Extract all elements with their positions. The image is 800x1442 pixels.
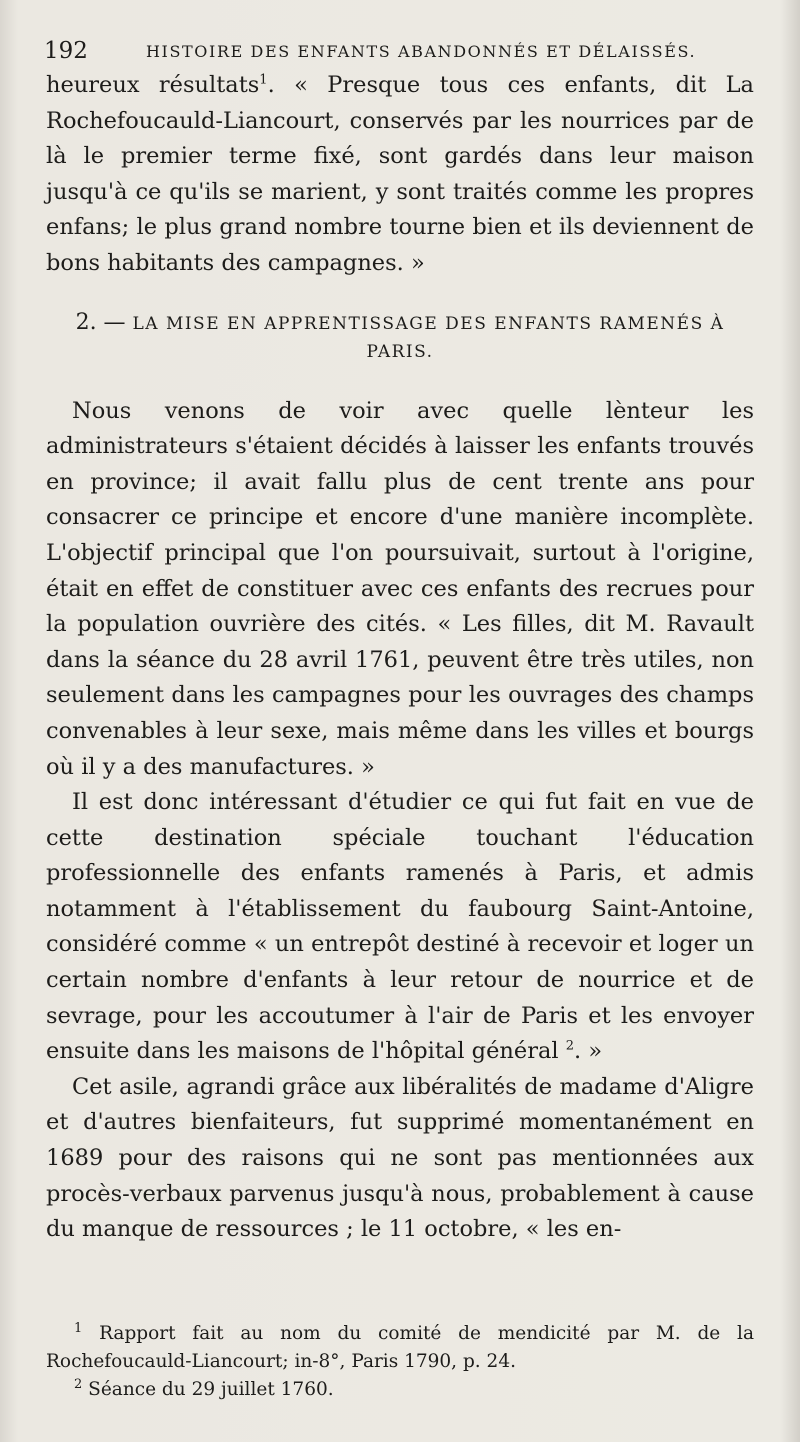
section-heading [46, 309, 754, 366]
footnote-mark: 1 [74, 1320, 83, 1336]
section-number: 2. — [75, 309, 126, 335]
footnote [46, 1376, 754, 1404]
paragraph-text: . « Presque tous ces enfants, dit La Rochefoucauld-Liancourt, conservés par les nourrices par de là le premier terme fixé, sont gardés dans leur maison jusqu'à ce qu'ils se marient, y sont traités comme les propres enfans; le plus grand nombre tourne bien et ils deviennent de bons habitants des campagnes. » [46, 72, 754, 276]
footnotes [46, 1320, 754, 1404]
running-head [44, 38, 744, 68]
paragraph [46, 785, 754, 1070]
paragraph-text: . » [574, 1038, 603, 1065]
paragraph-text: Il est donc intéressant d'étudier ce qui fut fait en vue de cette destination spéciale touchant l'éducation professionnelle des enfants ramenés à Paris, et admis notamment à l'établissement du faubourg Saint-Antoine, considéré comme « un entrepôt destiné à recevoir et loger un certain nombre d'enfants à leur retour de nourrice et de sevrage, pour les accoutumer à l'air de Paris et les envoyer ensuite dans les maisons de l'hôpital général [46, 789, 754, 1065]
paragraph-continued [46, 68, 754, 282]
running-title: HISTOIRE DES ENFANTS ABANDONNÉS ET DÉLAISSÉS. [146, 42, 697, 61]
paragraph: Nous venons de voir avec quelle lènteur les administrateurs s'étaient décidés à laisser les enfants trouvés en province; il avait fallu plus de cent trente ans pour consacrer ce principe et encore d'une manière incomplète. L'objectif principal que l'on poursuivait, surtout à l'origine, était en effet de constituer avec ces enfants des recrues pour la population ouvrière des cités. « Les filles, dit M. Ravault dans la séance du 28 avril 1761, peuvent être très utiles, non seulement dans les campagnes pour les ouvrages des champs convenables à leur sexe, mais même dans les villes et bourgs où il y a des manufactures. » [46, 397, 754, 780]
paragraph-text: heureux résultats [46, 72, 260, 98]
paragraph: Cet asile, agrandi grâce aux libéralités de madame d'Aligre et d'autres bienfaiteurs, fut supprimé momentanément en 1689 pour des raisons qui ne sont pas mentionnées aux procès-verbaux parvenus jusqu'à nous, probablement à cause du manque de ressources ; le 11 octobre, « les en- [46, 1073, 754, 1243]
page-number: 192 [44, 38, 88, 64]
section-title: LA MISE EN APPRENTISSAGE DES ENFANTS RAMENÉS À PARIS. [132, 313, 725, 362]
footnote-text: Séance du 29 juillet 1760. [88, 1379, 334, 1400]
footnote-text: Rapport fait au nom du comité de mendicité par M. de la Rochefoucauld-Liancourt; in-8°, Paris 1790, p. 24. [46, 1323, 754, 1372]
main-text [46, 68, 754, 1248]
footnote-mark: 2 [74, 1376, 83, 1392]
footnote-ref-1: 1 [259, 72, 268, 88]
footnote [46, 1320, 754, 1376]
footnote-ref-2: 2 [565, 1038, 575, 1054]
